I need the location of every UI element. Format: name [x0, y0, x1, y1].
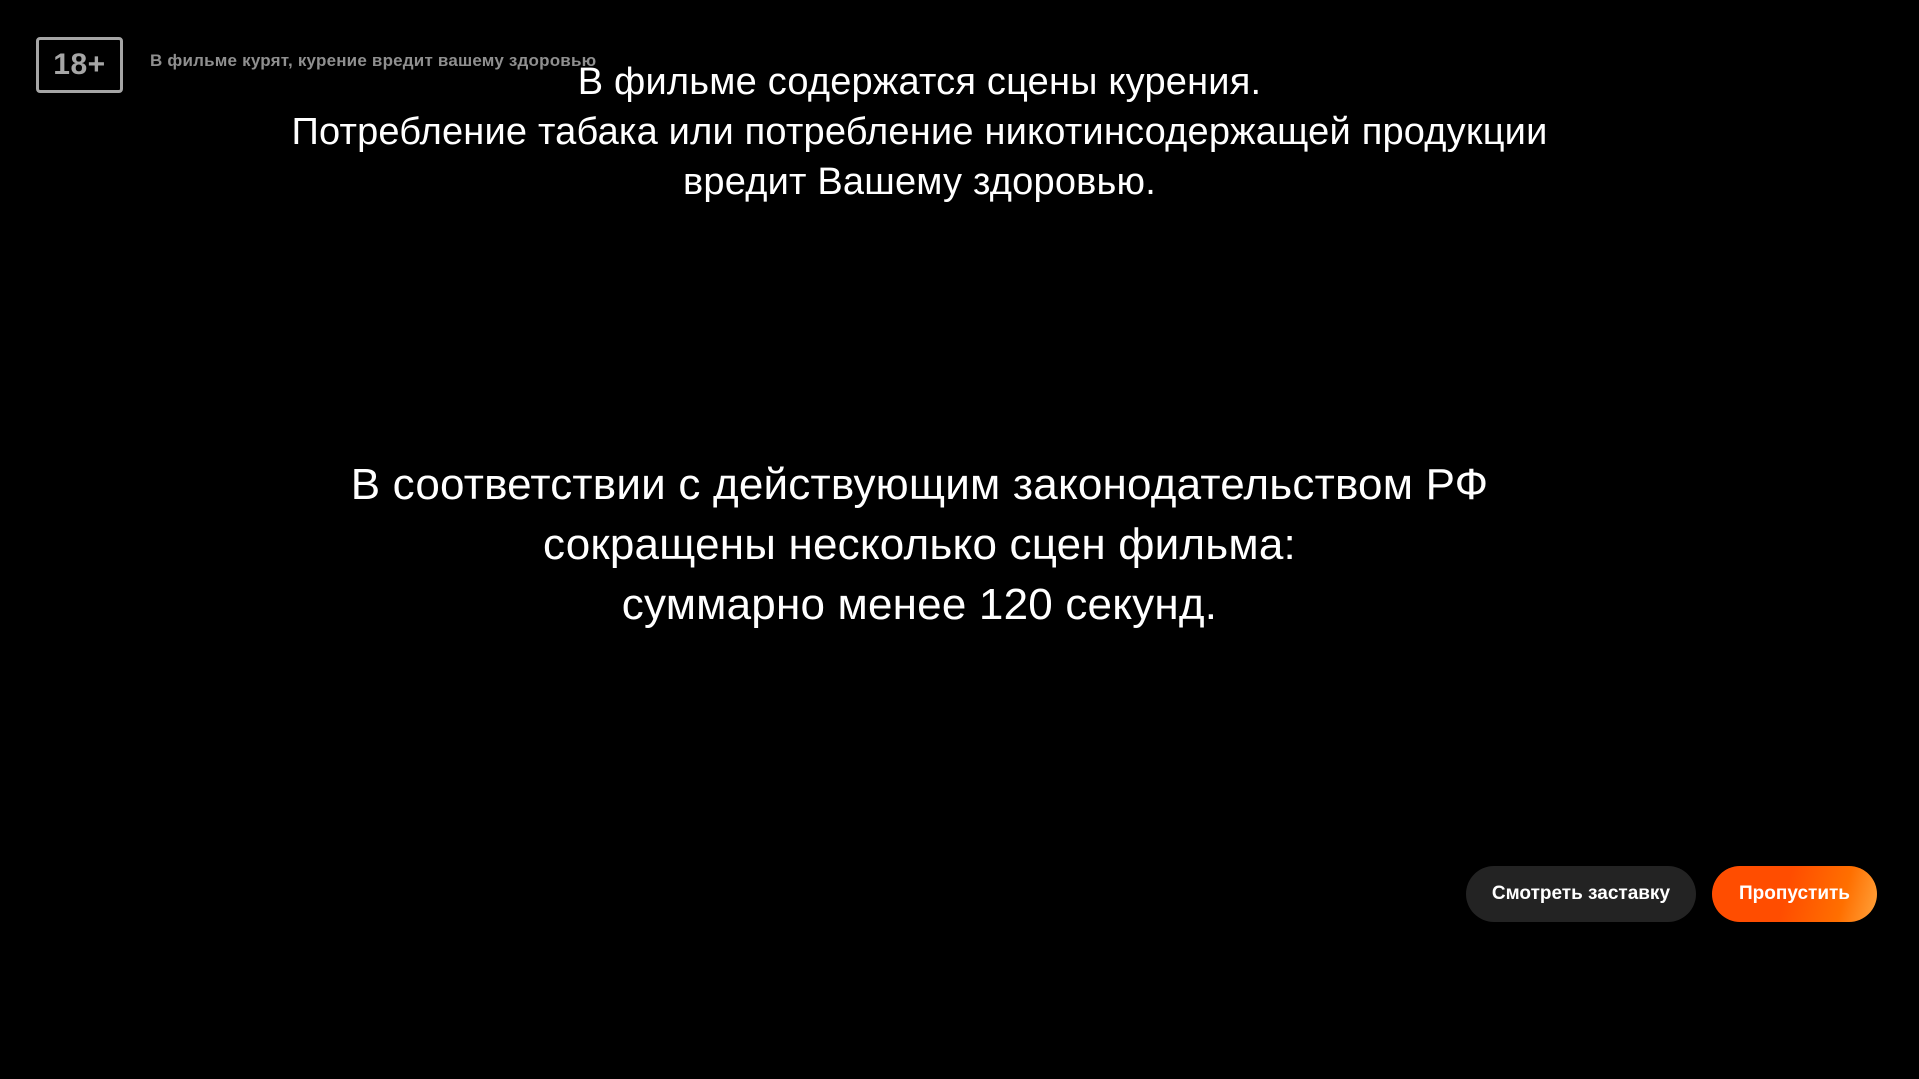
smoking-disclaimer-line-3: вредит Вашему здоровью.: [683, 161, 1156, 203]
legal-notice-line-1: В соответствии с действующим законодательством РФ: [350, 460, 1489, 509]
legal-notice-line-2: сокращены несколько сцен фильма:: [543, 520, 1296, 569]
age-rating-label: 18+: [53, 48, 106, 81]
smoking-disclaimer-line-2: Потребление табака или потребление никотинсодержащей продукции: [291, 111, 1548, 153]
watch-intro-button[interactable]: Смотреть заставку: [1466, 866, 1696, 922]
skip-button[interactable]: Пропустить: [1712, 866, 1877, 922]
player-action-buttons: [1466, 866, 1877, 922]
legal-notice-line-3: суммарно менее 120 секунд.: [621, 580, 1218, 629]
legal-notice-text: [0, 455, 1839, 635]
smoking-warning-note: В фильме курят, курение вредит вашему здоровью: [150, 51, 597, 70]
smoking-disclaimer-line-1: В фильме содержатся сцены курения.: [577, 61, 1262, 103]
smoking-disclaimer-text: [0, 57, 1839, 207]
